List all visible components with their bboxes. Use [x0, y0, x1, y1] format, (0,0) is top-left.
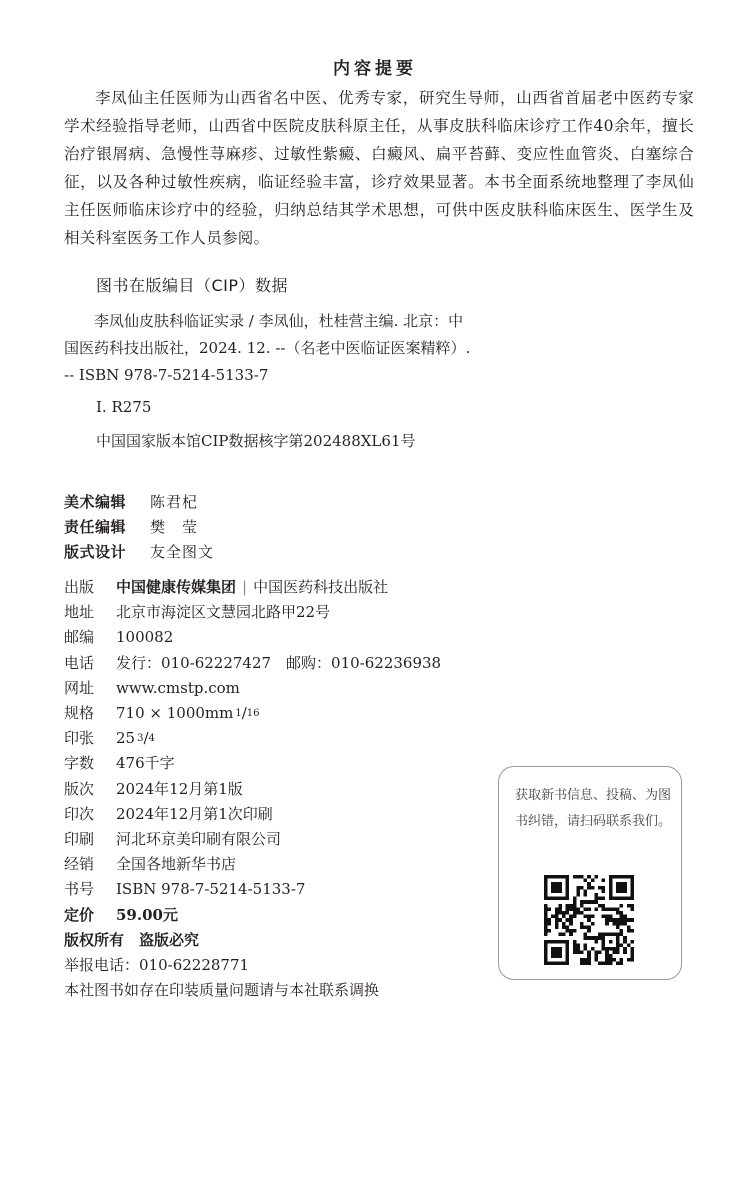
words-row	[64, 751, 441, 776]
impression-row	[64, 802, 441, 827]
cip-classification: Ⅰ. R275	[96, 398, 152, 416]
format-value: 710 × 1000mm	[116, 704, 234, 723]
cip-record: 李凤仙皮肤科临证实录 / 李凤仙，杜桂营主编. 北京：中国医药科技出版社，2024. 12. --（名老中医临证医案精粹）. -- ISBN 978-7-5214-5133-7	[64, 312, 471, 384]
staff-row-responsible-editor	[64, 515, 214, 540]
distributor-row	[64, 852, 441, 877]
distributor-label: 经销	[64, 855, 95, 874]
words-label: 字数	[64, 754, 95, 773]
qr-contact-card	[498, 766, 682, 980]
printer-label: 印刷	[64, 830, 95, 849]
cip-title: 图书在版编目（CIP）数据	[96, 276, 289, 295]
price-label: 定价	[64, 905, 95, 924]
words-value: 476千字	[116, 754, 175, 773]
staff-label: 美术编辑	[64, 493, 127, 511]
edition-value: 2024年12月第1版	[116, 779, 243, 798]
address-row	[64, 600, 441, 625]
postcode-label: 邮编	[64, 628, 95, 647]
publisher-separator: |	[242, 578, 248, 596]
content-summary: 李凤仙主任医师为山西省名中医、优秀专家，研究生导师，山西省首届老中医药专家学术经验指导老师，山西省中医院皮肤科原主任，从事皮肤科临床诊疗工作40余年，擅长治疗银屑病、急慢性荨麻疹、过敏性紫癜、白癜风、扁平苔藓、变应性血管炎、白塞综合征，以及各种过敏性疾病，临证经验丰富，诊疗效果显著。本书全面系统地整理了李凤仙主任医师临床诊疗中的经验，归纳总结其学术思想，可供中医皮肤科临床医生、医学生及相关科室医务工作人员参阅。	[64, 89, 694, 247]
cip-data-number: 中国国家版本馆CIP数据核字第202488XL61号	[96, 432, 416, 450]
price-row	[64, 903, 441, 928]
format-fraction-denominator: 16	[246, 708, 260, 720]
printer-row	[64, 827, 441, 852]
footer-notes	[64, 928, 379, 1004]
phone-value: 发行：010-62227427 邮购：010-62236938	[116, 653, 442, 672]
publisher-name: 中国医药科技出版社	[253, 578, 389, 596]
isbn-label: 书号	[64, 880, 95, 899]
website-link[interactable]: www.cmstp.com	[116, 678, 240, 697]
isbn-value: ISBN 978-7-5214-5133-7	[116, 880, 306, 899]
price-value: 59.00元	[116, 905, 178, 924]
address-value: 北京市海淀区文慧园北路甲22号	[116, 603, 331, 622]
publisher-label: 出版	[64, 578, 95, 596]
staff-row-art-editor	[64, 490, 214, 515]
address-label: 地址	[64, 603, 95, 622]
staff-label: 责任编辑	[64, 518, 127, 536]
staff-value: 樊 莹	[150, 518, 199, 536]
format-row: 规格 710 × 1000mm 1 / 16	[64, 701, 441, 726]
publisher-group: 中国健康传媒集团	[116, 578, 237, 596]
phone-label: 电话	[64, 653, 95, 672]
staff-value: 陈君杞	[150, 493, 199, 511]
quality-note: 本社图书如存在印装质量问题请与本社联系调换	[64, 981, 380, 1000]
sheets-row: 印张 25 3 / 4	[64, 726, 441, 751]
report-phone: 举报电话：010-62228771	[64, 956, 250, 975]
sheets-fraction-numerator: 3	[137, 733, 144, 745]
sheets-value: 25	[116, 729, 136, 748]
website-label: 网址	[64, 678, 95, 697]
publisher-row	[64, 575, 441, 600]
staff-credits	[64, 490, 214, 565]
edition-label: 版次	[64, 779, 95, 798]
staff-row-layout-design	[64, 540, 214, 565]
page-heading: 内容提要	[333, 59, 417, 79]
sheets-fraction-denominator: 4	[148, 733, 155, 745]
format-fraction-numerator: 1	[235, 708, 242, 720]
phone-row	[64, 651, 441, 676]
isbn-row	[64, 877, 441, 902]
distributor-value: 全国各地新华书店	[116, 855, 237, 874]
impression-value: 2024年12月第1次印刷	[116, 804, 273, 823]
impression-label: 印次	[64, 804, 95, 823]
printer-value: 河北环京美印刷有限公司	[116, 830, 282, 849]
qr-code-icon[interactable]	[544, 875, 634, 965]
publication-info	[64, 575, 441, 928]
staff-label: 版式设计	[64, 543, 127, 561]
edition-row	[64, 777, 441, 802]
website-row	[64, 676, 441, 701]
format-label: 规格	[64, 704, 95, 723]
rights-notice: 版权所有 盗版必究	[64, 931, 200, 949]
sheets-label: 印张	[64, 729, 95, 748]
qr-card-text: 获取新书信息、投稿、为图书纠错，请扫码联系我们。	[515, 788, 672, 829]
postcode-value: 100082	[116, 628, 174, 647]
staff-value: 友全图文	[150, 543, 215, 561]
postcode-row	[64, 625, 441, 650]
